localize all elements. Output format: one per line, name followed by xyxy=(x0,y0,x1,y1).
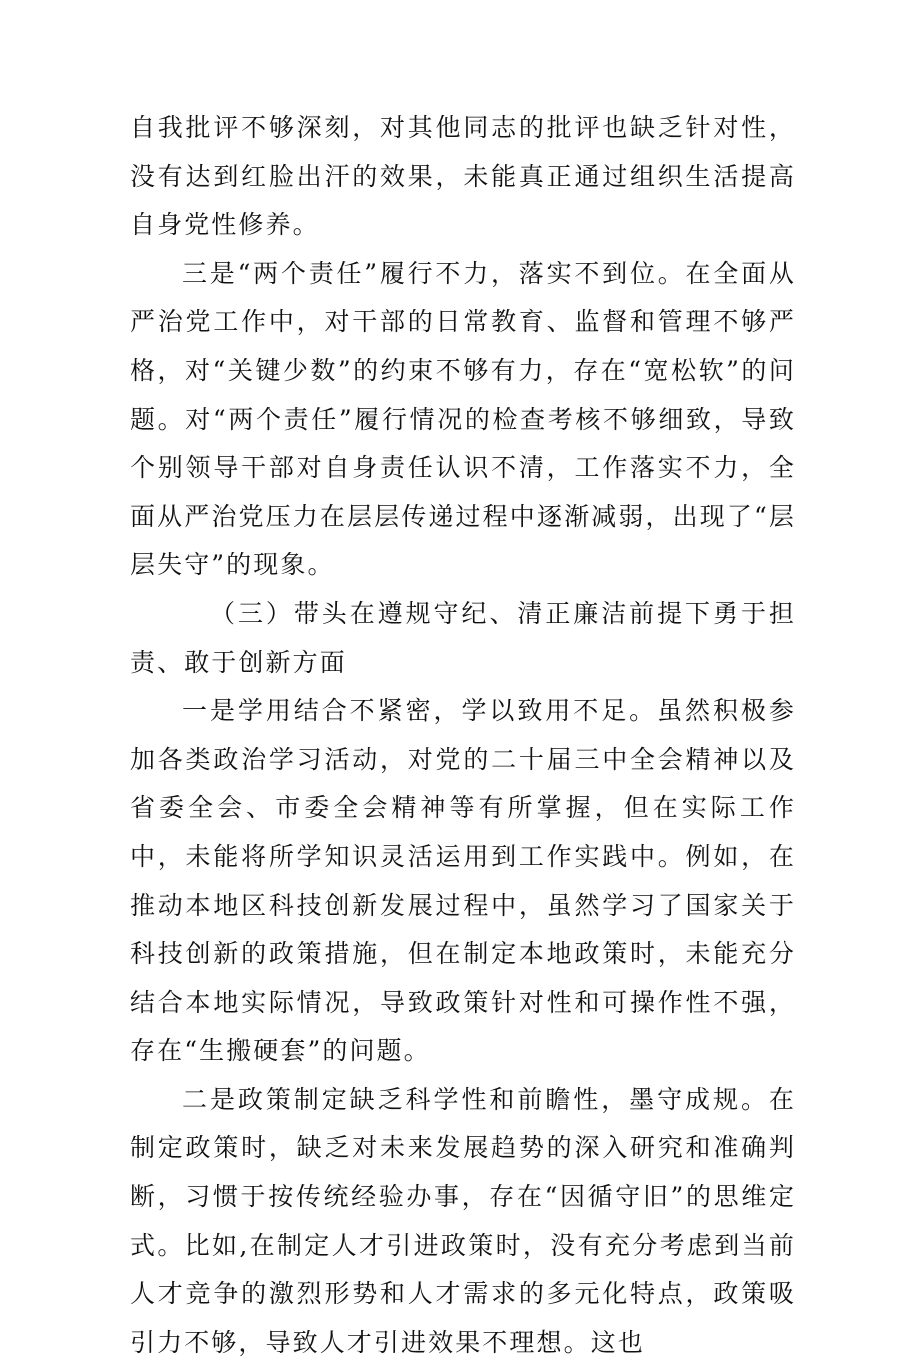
section-heading-three: （三）带头在遵规守纪、清正廉洁前提下勇于担责、敢于创新方面 xyxy=(130,598,796,677)
document-body xyxy=(130,104,796,1367)
paragraph-self-criticism: 自我批评不够深刻，对其他同志的批评也缺乏针对性，没有达到红脸出汗的效果，未能真正通过组织生活提高自身党性修养。 xyxy=(130,113,796,240)
paragraph-two-responsibilities: 三是“两个责任”履行不力，落实不到位。在全面从严治党工作中，对干部的日常教育、监督和管理不够严格，对“关键少数”的约束不够有力，存在“宽松软”的问题。对“两个责任”履行情况的检查考核不够细致，导致个别领导干部对自身责任认识不清，工作落实不力，全面从严治党压力在层层传递过程中逐渐减弱，出现了“层层失守”的现象。 xyxy=(130,258,796,580)
paragraph-policy-making: 二是政策制定缺乏科学性和前瞻性，墨守成规。在制定政策时，缺乏对未来发展趋势的深入研究和准确判断，习惯于按传统经验办事，存在“因循守旧”的思维定式。比如,在制定人才引进政策时，没有充分考虑到当前人才竞争的激烈形势和人才需求的多元化特点，政策吸引力不够，导致人才引进效果不理想。这也 xyxy=(130,1084,796,1357)
paragraph-study-application: 一是学用结合不紧密，学以致用不足。虽然积极参加各类政治学习活动，对党的二十届三中全会精神以及省委全会、市委全会精神等有所掌握，但在实际工作中，未能将所学知识灵活运用到工作实践中。例如，在推动本地区科技创新发展过程中，虽然学习了国家关于科技创新的政策措施，但在制定本地政策时，未能充分结合本地实际情况，导致政策针对性和可操作性不强，存在“生搬硬套”的问题。 xyxy=(130,696,796,1066)
